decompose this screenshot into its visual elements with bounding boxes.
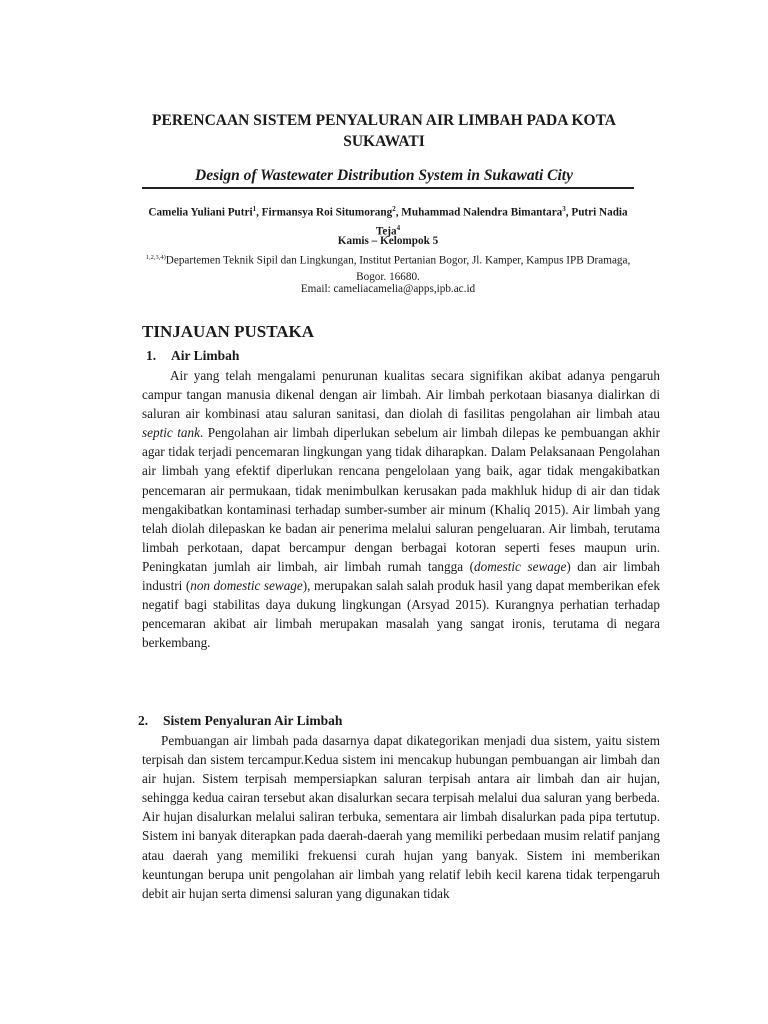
section-title: TINJAUAN PUSTAKA bbox=[142, 322, 315, 341]
author-name: Muhammad Nalendra Bimantara bbox=[401, 206, 563, 219]
group-label: Kamis – Kelompok 5 bbox=[337, 235, 439, 247]
italic-term: septic tank bbox=[142, 425, 200, 441]
text-run: . Pengolahan air limbah diperlukan sebelum air limbah dilepas ke pembuangan akhir agar tidak terjadi pencemaran lingkungan yang tidak diharapkan. Dalam Pelaksanaan Pengolahan air limbah yang efektif diperlukan rencana pengelolaan yang baik, agar tidak mengakibatkan pencemaran air permukaan, tidak menimbulkan kerusakan pada makhluk hidup di air dan tidak mengakibatkan kontaminasi terhadap sumber-sumber air minum (Khaliq 2015). Air limbah yang telah diolah dilepaskan ke badan air penerima melalui saluran pengeluaran. Air limbah, terutama limbah perkotaan, dapat bercampur dengan berbagai kotoran seperti feses maupun urin. Peningkatan jumlah air limbah, air limbah rumah tangga ( bbox=[142, 425, 660, 574]
subsection-title: Sistem Penyaluran Air Limbah bbox=[163, 713, 343, 728]
author-sup: 2 bbox=[392, 205, 396, 213]
affiliation-text: Departemen Teknik Sipil dan Lingkungan, Institut Pertanian Bogor, Jl. Kamper, Kampus IPB Dramaga, Bogor. 16680. bbox=[165, 254, 631, 283]
affiliation bbox=[142, 250, 634, 285]
italic-term: domestic sewage bbox=[474, 558, 567, 574]
author-separator: , bbox=[256, 206, 262, 219]
author-separator: , bbox=[395, 206, 402, 219]
author-separator: , bbox=[565, 206, 572, 219]
paper-subtitle: Design of Wastewater Distribution System in Sukawati City bbox=[195, 167, 573, 184]
contact-email: Email: cameliacamelia@apps,ipb.ac.id bbox=[300, 283, 476, 295]
author-name: Camelia Yuliani Putri bbox=[148, 206, 253, 219]
italic-term: non domestic sewage bbox=[190, 578, 303, 594]
text-run: ) dan air limbah industri ( bbox=[142, 558, 661, 594]
subsection-title: Air Limbah bbox=[171, 348, 240, 363]
body-paragraph: Pembuangan air limbah pada dasarnya dapat dikategorikan menjadi dua sistem, yaitu sistem terpisah dan sistem tercampur.Kedua sistem ini mencakup hubungan pembuangan air limbah dan air hujan. Sistem terpisah mempersiapkan saluran terpisah antara air limbah dan air hujan, sehingga kedua cairan tersebut akan disalurkan secara terpisah melalui dua saluran yang berbeda. Air hujan disalurkan melalui saliran terbuka, sementara air limbah disalurkan pada pipa tertutup. Sistem ini banyak diterapkan pada daerah-daerah yang memiliki perbedaan musim relatif panjang atau daerah yang memiliki frekuensi curah hujan yang banyak. Sistem ini memberikan keuntungan berupa unit pengolahan air limbah yang relatif lebih kecil karena tidak terpengaruh debit air hujan serta dimensi saluran yang digunakan tidak bbox=[142, 733, 660, 901]
paper-title: PERENCAAN SISTEM PENYALURAN AIR LIMBAH PADA KOTA SUKAWATI bbox=[152, 112, 616, 150]
author-name: Firmansya Roi Situmorang bbox=[261, 206, 393, 219]
text-run: ), merupakan salah salah produk hasil yang dapat memberikan efek negatif bagi stabilitas daya dukung lingkungan (Arsyad 2015). Kurangnya perhatian terhadap pencemaran akibat air limbah merupakan masalah yang sangat ironis, terutama di negara berkembang. bbox=[142, 578, 660, 651]
subsection-heading bbox=[138, 712, 342, 730]
author-name: Putri Nadia Teja bbox=[375, 206, 628, 238]
author-sup: 3 bbox=[562, 205, 566, 213]
affiliation-sup: 1,2,3,4) bbox=[145, 254, 166, 261]
subsection-number: 2. bbox=[138, 713, 149, 728]
author-sup: 1 bbox=[252, 205, 257, 213]
title-rule bbox=[142, 187, 634, 189]
body-paragraph bbox=[142, 366, 660, 652]
author-sup: 4 bbox=[396, 223, 401, 232]
text-run: Air yang telah mengalami penurunan kualitas secara signifikan akibat adanya pengaruh campur tangan manusia dikenal dengan air limbah. Air limbah perkotaan biasanya dialirkan di saluran air kombinasi atau saluran sanitasi, dan diolah di fasilitas pengolahan air limbah atau bbox=[142, 368, 660, 422]
subsection-number: 1. bbox=[146, 348, 157, 363]
subsection-heading bbox=[146, 347, 239, 365]
